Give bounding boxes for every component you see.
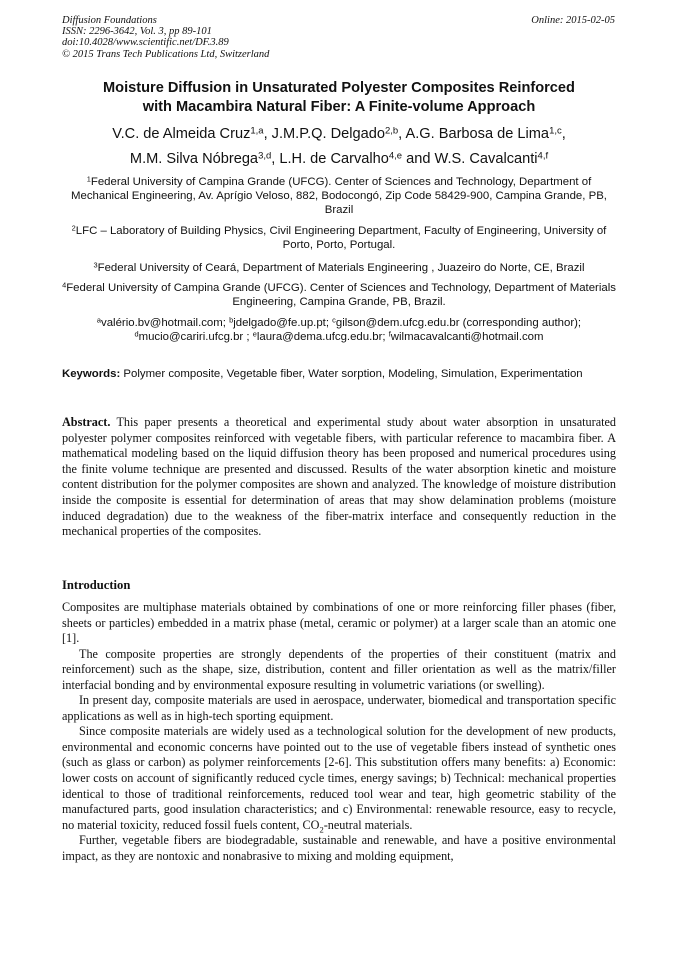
affiliation-4: $^4$Federal University of Campina Grande (UFCG). Center of Sciences and Technology, Department of Materials Engineering, Campina Grande, PB, Brazil. (62, 280, 616, 309)
paragraph: Since composite materials are widely used as a technological solution for the development of new products, environmental and economic concerns have pointed out to the use of vegetable fibers instead of synthetic ones (such as glass or carbon) as polymer reinforcements [2-6]. This substitution offers many benefits: a) Economic: lower costs on account of significantly reduced cycle times, energy savings; b) Technical: mechanical properties identical to those of traditional reinforcements, reduced tool wear and tear, high geometric stability of the manufactured parts, good insulation characteristics; and c) Environmental: renewable resource, easy to recycle, no material toxicity, reduced fossil fuels content, $CO_2$-neutral materials. (62, 724, 616, 835)
abstract-text: This paper presents a theoretical and experimental study about water absorption in unsaturated polyester polymer composites reinforced with vegetable fibers, with particular reference to macambira fiber. A mathematical modeling based on the liquid diffusion theory has been proposed and numerical procedures using the finite volume technique are presented and discussed. Results of the water absorption kinetic and moisture content distribution for the polymer composites are shown and analyzed. The knowledge of moisture distribution inside the composite is essential for determination of areas that may show delamination problems (moisture induced degradation) due to the weakness of the fiber-matrix interface and consequently reduction in the mechanical properties of the composites. (62, 415, 616, 539)
affiliation-2: $^2$LFC – Laboratory of Building Physics, Civil Engineering Department, Faculty of Engineering, University of Porto, Porto, Portugal. (71, 223, 607, 252)
issn-line: ISSN: 2296-3642, Vol. 3, pp 89-101 (62, 26, 212, 38)
author-mark: 4,f (537, 150, 549, 162)
email: jdelgado@fe.up.pt; (233, 317, 333, 329)
author-mark: 1,c (549, 125, 562, 137)
email-line-1: $^a$valério.bv@hotmail.com; $^b$jdelgado@fe.up.pt; $^c$gilson@dem.ufcg.edu.br (corresponding author); (96, 315, 582, 329)
affiliation-1: $^1$Federal University of Campina Grande (UFCG). Center of Sciences and Technology, Department of Mechanical Engineering, Av. Aprígio Veloso, 882, Bodocongó, Zip Code 58429-900, Campina Grande, PB, Brazil (71, 174, 607, 217)
paragraph: The composite properties are strongly dependents of the properties of their constituent (matrix and reinforcement) such as the shape, size, distribution, content and filler orientation as well as the matrix/filler interfacial bonding and by environmental exposure resulting in volumetric variations (or swelling). (62, 646, 616, 692)
email: mucio@cariri.ufcg.br ; (138, 331, 253, 344)
keywords-label: Keywords: (62, 368, 121, 380)
author-name: A.G. Barbosa de Lima (405, 126, 550, 142)
online-date: Online: 2015-02-05 (531, 15, 615, 26)
author-mark: 2,b (384, 125, 399, 137)
email: gilson@dem.ufcg.edu.br (corresponding author); (335, 317, 582, 329)
author-name: M.M. Silva Nóbrega (129, 151, 259, 167)
author-mark: 3,d (258, 150, 272, 162)
keywords-text: Polymer composite, Vegetable fiber, Water sorption, Modeling, Simulation, Experimentation (123, 368, 583, 380)
keywords (62, 367, 616, 382)
author-name: J.M.P.Q. Delgado (271, 126, 385, 142)
author-line-2: M.M. Silva Nóbrega$^{3,d}$, L.H. de Carvalho$^{4,e}$ and W.S. Cavalcanti$^{4,f}$ (129, 150, 549, 167)
paragraph: Further, vegetable fibers are biodegradable, sustainable and renewable, and have a positive environmental impact, as they are nontoxic and nonabrasive to mixing and molding equipment, (62, 833, 616, 863)
email: laura@dema.ufcg.edu.br; (256, 331, 389, 344)
journal-name: Diffusion Foundations (62, 15, 157, 26)
abstract-label: Abstract. (62, 415, 111, 429)
copyright-line: © 2015 Trans Tech Publications Ltd, Switzerland (62, 48, 270, 60)
author-mark: 4,e (388, 150, 403, 162)
title-line-1: Moisture Diffusion in Unsaturated Polyester Composites Reinforced (103, 80, 575, 96)
running-header (62, 15, 269, 60)
author-name: L.H. de Carvalho (279, 151, 389, 167)
title-line-2: with Macambira Natural Fiber: A Finite-volume Approach (142, 98, 536, 115)
paper-title (62, 79, 616, 116)
introduction-body (62, 600, 616, 864)
affiliation-3: $^3$Federal University of Ceará, Department of Materials Engineering , Juazeiro do Norte, CE, Brazil (93, 260, 585, 274)
email-list (62, 316, 616, 344)
email: valério.bv@hotmail.com; (101, 317, 230, 329)
email: wilmacavalcanti@hotmail.com (390, 331, 544, 344)
author-mark: 1,a (250, 125, 264, 137)
paragraph: In present day, composite materials are used in aerospace, underwater, biomedical and transportation specific applications as well as in high-tech sporting equipment. (62, 693, 616, 723)
email-line-2: $^d$mucio@cariri.ufcg.br ; $^e$laura@dema.ufcg.edu.br; $^f$wilmacavalcanti@hotmail.com (134, 329, 544, 344)
author-name: V.C. de Almeida Cruz (112, 126, 251, 142)
doi-line: doi:10.4028/www.scientific.net/DF.3.89 (62, 37, 229, 49)
author-line-1: V.C. de Almeida Cruz$^{1,a}$, J.M.P.Q. Delgado$^{2,b}$, A.G. Barbosa de Lima$^{1,c}$, (112, 125, 566, 142)
abstract (62, 415, 616, 540)
author-list (62, 122, 616, 172)
paragraph: Composites are multiphase materials obtained by combinations of one or more reinforcing filler phases (fiber, sheets or particles) embedded in a matrix phase (metal, ceramic or polymer) at a larger scale than an atomic one [1]. (62, 600, 616, 646)
section-heading-introduction: Introduction (62, 578, 131, 592)
author-name: W.S. Cavalcanti (434, 151, 538, 167)
